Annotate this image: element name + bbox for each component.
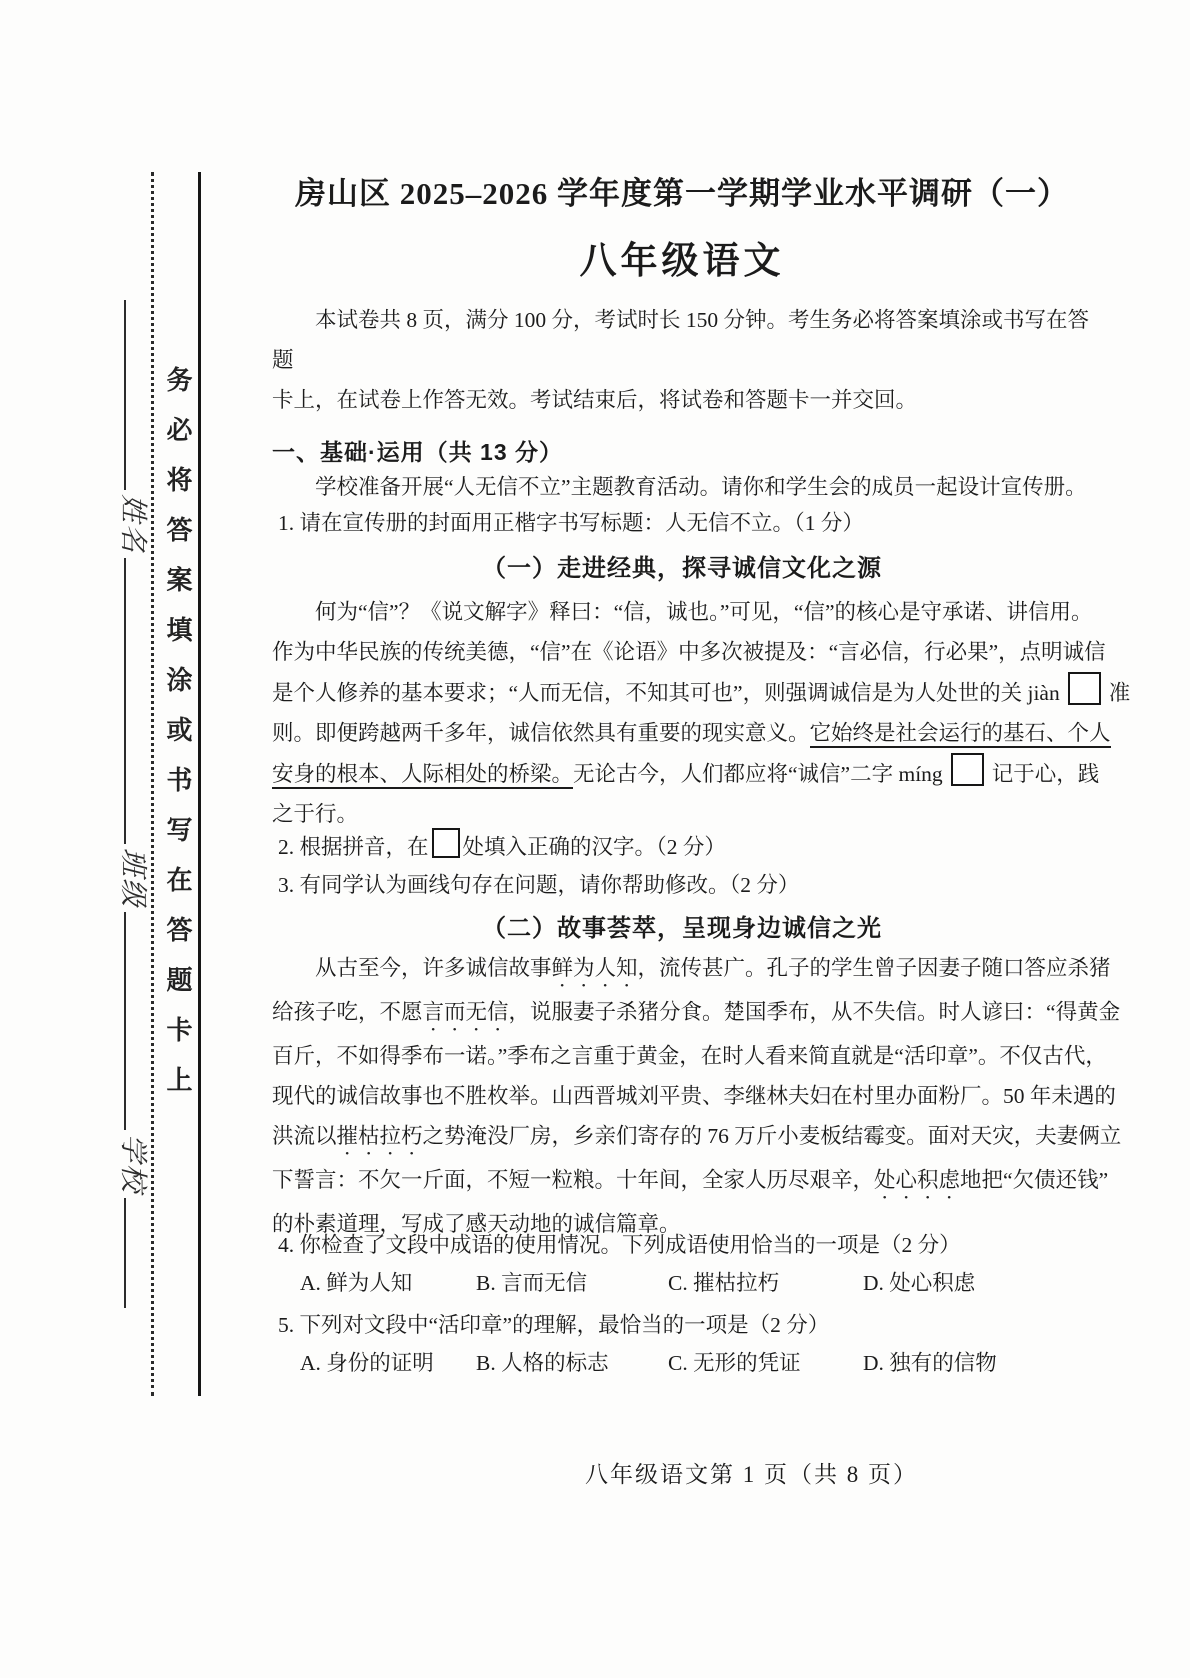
seal-dotted-line bbox=[151, 172, 154, 1396]
text-segment: 本试卷共 8 页，满分 100 分，考试时长 150 分钟。考生务必将答案填涂或书写在答题 bbox=[272, 308, 1090, 372]
emphasized-idiom: 鲜为人知 bbox=[551, 956, 638, 980]
text-line bbox=[272, 1076, 1116, 1116]
school-field-line-end bbox=[124, 1198, 168, 1308]
question-5: 5. 下列对文段中“活印章”的理解，最恰当的一项是（2 分） bbox=[278, 1313, 830, 1337]
text-segment: 卡上，在试卷上作答无效。考试结束后，将试卷和答题卡一并交回。 bbox=[272, 388, 918, 412]
text-segment: 之势淹没厂房，乡亲们寄存的 76 万斤小麦板结霉变。面对天灾，夫妻俩立 bbox=[422, 1124, 1122, 1148]
underlined-sentence: 安身的根本、人际相处的桥梁。 bbox=[272, 762, 573, 789]
hanzi-answer-box bbox=[432, 828, 460, 858]
main-content bbox=[272, 0, 1131, 1678]
question-3: 3. 有同学认为画线句存在问题，请你帮助修改。（2 分） bbox=[278, 873, 800, 897]
answer-sheet-notice-vertical: 务必将答案填涂或书写在答题卡上 bbox=[163, 366, 192, 1116]
text-line bbox=[272, 992, 1121, 1036]
text-segment: 现代的诚信故事也不胜枚举。山西晋城刘平贵、李继林夫妇在村里办面粉厂。50 年未遇的 bbox=[272, 1084, 1116, 1108]
underlined-sentence: 它始终是社会运行的基石、个人 bbox=[810, 721, 1111, 748]
question-4-option-d: D. 处心积虑 bbox=[863, 1271, 976, 1295]
text-line bbox=[272, 713, 1111, 753]
text-segment: 无论古今，人们都应将“诚信”二字 míng bbox=[573, 762, 943, 786]
question-4-option-b: B. 言而无信 bbox=[476, 1271, 588, 1295]
question-4-option-a: A. 鲜为人知 bbox=[300, 1271, 413, 1295]
text-segment: 洪流以 bbox=[272, 1124, 337, 1148]
text-line bbox=[272, 380, 1092, 420]
text-line bbox=[272, 1160, 1109, 1204]
text-line bbox=[272, 300, 1092, 380]
name-field-label: 姓名 bbox=[117, 494, 148, 555]
text-line bbox=[272, 948, 1111, 992]
exam-title: 房山区 2025–2026 学年度第一学期学业水平调研（一） bbox=[295, 176, 1069, 211]
question-2 bbox=[272, 828, 1098, 862]
question-5-option-c: C. 无形的凭证 bbox=[668, 1351, 801, 1375]
text-line bbox=[272, 672, 1131, 713]
margin-solid-line bbox=[198, 172, 201, 1396]
question-4-option-c: C. 摧枯拉朽 bbox=[668, 1271, 780, 1295]
section-1-intro: 学校准备开展“人无信不立”主题教育活动。请你和学生会的成员一起设计宣传册。 bbox=[315, 475, 1087, 499]
text-segment: 记于心，践 bbox=[991, 762, 1100, 786]
exam-instructions bbox=[272, 300, 1092, 420]
text-segment: 地把“欠债还钱” bbox=[960, 1168, 1109, 1192]
page-footer: 八年级语文第 1 页（共 8 页） bbox=[585, 1462, 918, 1487]
question-5-options bbox=[272, 1346, 1092, 1380]
question-5-option-a: A. 身份的证明 bbox=[300, 1351, 434, 1375]
hanzi-answer-box bbox=[951, 753, 984, 786]
text-segment: 则。即便跨越两千多年，诚信依然具有重要的现实意义。 bbox=[272, 721, 810, 745]
passage-2 bbox=[272, 948, 1122, 1244]
text-line bbox=[272, 592, 1092, 632]
text-segment: 是个人修养的基本要求；“人而无信，不知其可也”，则强调诚信是为人处世的关 jiàn bbox=[272, 681, 1060, 705]
text-segment: 从古至今，许多诚信故事 bbox=[315, 956, 552, 980]
text-line bbox=[272, 753, 1100, 794]
question-4-options bbox=[272, 1266, 1092, 1300]
text-segment: 的朴素道理，写成了感天动地的诚信篇章。 bbox=[272, 1212, 681, 1236]
text-line bbox=[272, 1116, 1122, 1160]
exam-subject-title: 八年级语文 bbox=[579, 241, 785, 282]
part-1-heading: （一）走进经典，探寻诚信文化之源 bbox=[482, 555, 882, 582]
text-segment: 准 bbox=[1108, 681, 1131, 705]
text-segment: 给孩子吃，不愿 bbox=[272, 1000, 423, 1024]
text-segment: 百斤，不如得季布一诺。”季布之言重于黄金，在时人看来简直就是“活印章”。不仅古代， bbox=[272, 1044, 1107, 1068]
text-segment: 处填入正确的汉字。（2 分） bbox=[462, 835, 726, 859]
question-5-option-d: D. 独有的信物 bbox=[863, 1351, 997, 1375]
class-field-label: 班级 bbox=[117, 848, 148, 909]
passage-1 bbox=[272, 592, 1131, 834]
emphasized-idiom: 摧枯拉朽 bbox=[336, 1124, 423, 1148]
text-segment: ，流传甚广。孔子的学生曾子因妻子随口答应杀猪 bbox=[637, 956, 1111, 980]
text-segment: 之于行。 bbox=[272, 802, 359, 826]
text-segment: 何为“信”？《说文解字》释曰：“信，诚也。”可见，“信”的核心是守承诺、讲信用。 bbox=[315, 600, 1093, 624]
section-1-heading: 一、基础·运用（共 13 分） bbox=[272, 439, 564, 465]
text-line bbox=[272, 632, 1106, 672]
question-1: 1. 请在宣传册的封面用正楷字书写标题：人无信不立。（1 分） bbox=[278, 511, 864, 535]
text-segment: ，说服妻子杀猪分食。楚国季布，从不失信。时人谚曰：“得黄金 bbox=[508, 1000, 1121, 1024]
school-field-label: 学校 bbox=[117, 1134, 148, 1195]
text-segment: 2. 根据拼音，在 bbox=[278, 835, 429, 859]
text-line bbox=[272, 1036, 1107, 1076]
emphasized-idiom: 言而无信 bbox=[422, 1000, 509, 1024]
emphasized-idiom: 处心积虑 bbox=[874, 1168, 961, 1192]
part-2-heading: （二）故事荟萃，呈现身边诚信之光 bbox=[482, 915, 882, 942]
text-segment: 作为中华民族的传统美德，“信”在《论语》中多次被提及：“言必信，行必果”，点明诚信 bbox=[272, 640, 1106, 664]
question-4: 4. 你检查了文段中成语的使用情况。下列成语使用恰当的一项是（2 分） bbox=[278, 1233, 961, 1257]
question-5-option-b: B. 人格的标志 bbox=[476, 1351, 609, 1375]
text-line bbox=[278, 828, 1098, 862]
hanzi-answer-box bbox=[1068, 672, 1101, 705]
text-segment: 下誓言：不欠一斤面，不短一粒粮。十年间，全家人历尽艰辛， bbox=[272, 1168, 875, 1192]
